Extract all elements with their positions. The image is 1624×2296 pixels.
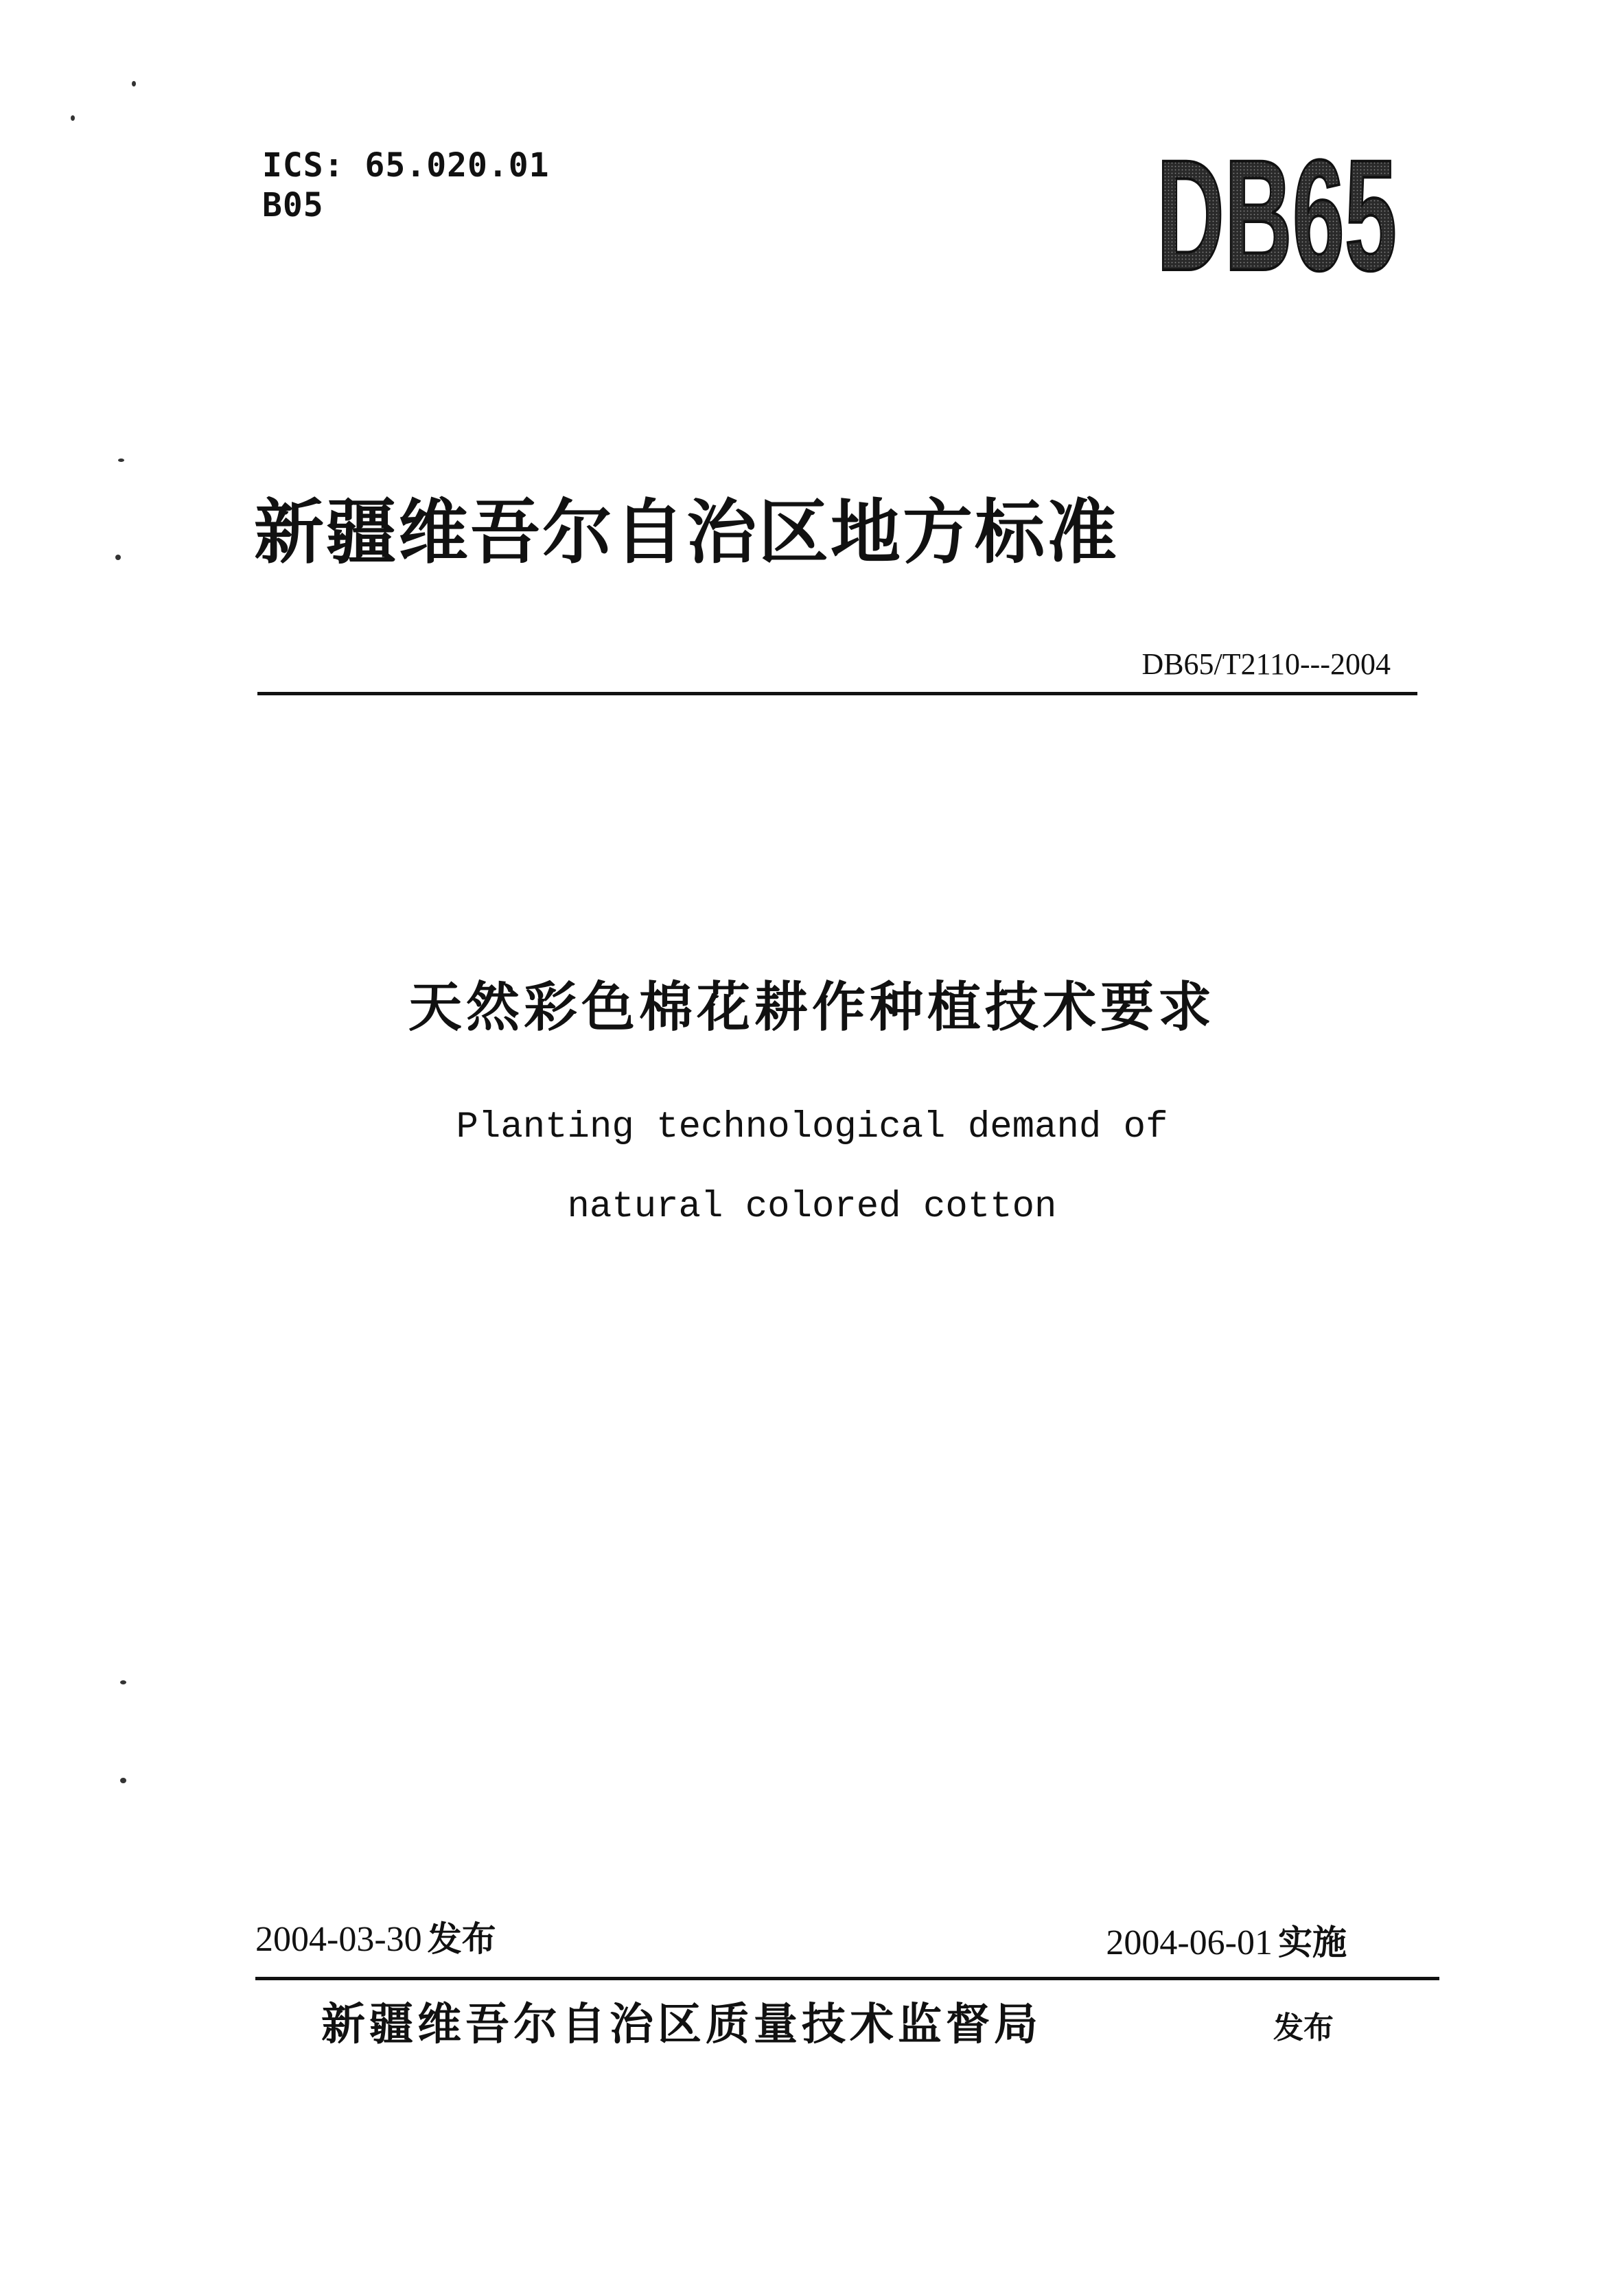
- category-code: B05: [262, 186, 324, 224]
- standard-number: DB65/T2110---2004: [1141, 647, 1391, 681]
- issue-date-block: [255, 1912, 496, 1961]
- effective-label: 实施: [1278, 1923, 1347, 1962]
- scan-speck: [71, 115, 75, 121]
- scan-speck: [120, 1778, 126, 1783]
- classification-codes: [262, 146, 550, 225]
- document-title-en-line2: natural colored cotton: [567, 1186, 1057, 1228]
- issue-date: 2004-03-30: [255, 1920, 422, 1959]
- issuer-name: 新疆维吾尔自治区质量技术监督局: [321, 1999, 1042, 2050]
- db65-logo: [1146, 127, 1407, 303]
- db65-logo-graphic: [1146, 127, 1407, 303]
- document-title-en-line1: Planting technological demand of: [456, 1106, 1168, 1148]
- effective-date: 2004-06-01: [1106, 1923, 1273, 1962]
- effective-date-block: [1106, 1915, 1347, 1964]
- bottom-divider: [255, 1977, 1439, 1980]
- issuer-suffix: 发布: [1273, 2010, 1334, 2045]
- issue-label: 发布: [427, 1919, 496, 1959]
- document-title-cn: 天然彩色棉花耕作种植技术要求: [408, 977, 1216, 1039]
- scan-speck: [115, 555, 121, 560]
- scan-speck: [118, 459, 124, 462]
- scan-speck: [120, 1680, 126, 1684]
- standard-title: 新疆维吾尔自治区地方标准: [254, 492, 1119, 574]
- ics-code: ICS: 65.020.01: [262, 146, 550, 185]
- scan-speck: [132, 81, 136, 86]
- svg-text:DB65: DB65: [1157, 127, 1397, 303]
- top-divider: [257, 692, 1417, 695]
